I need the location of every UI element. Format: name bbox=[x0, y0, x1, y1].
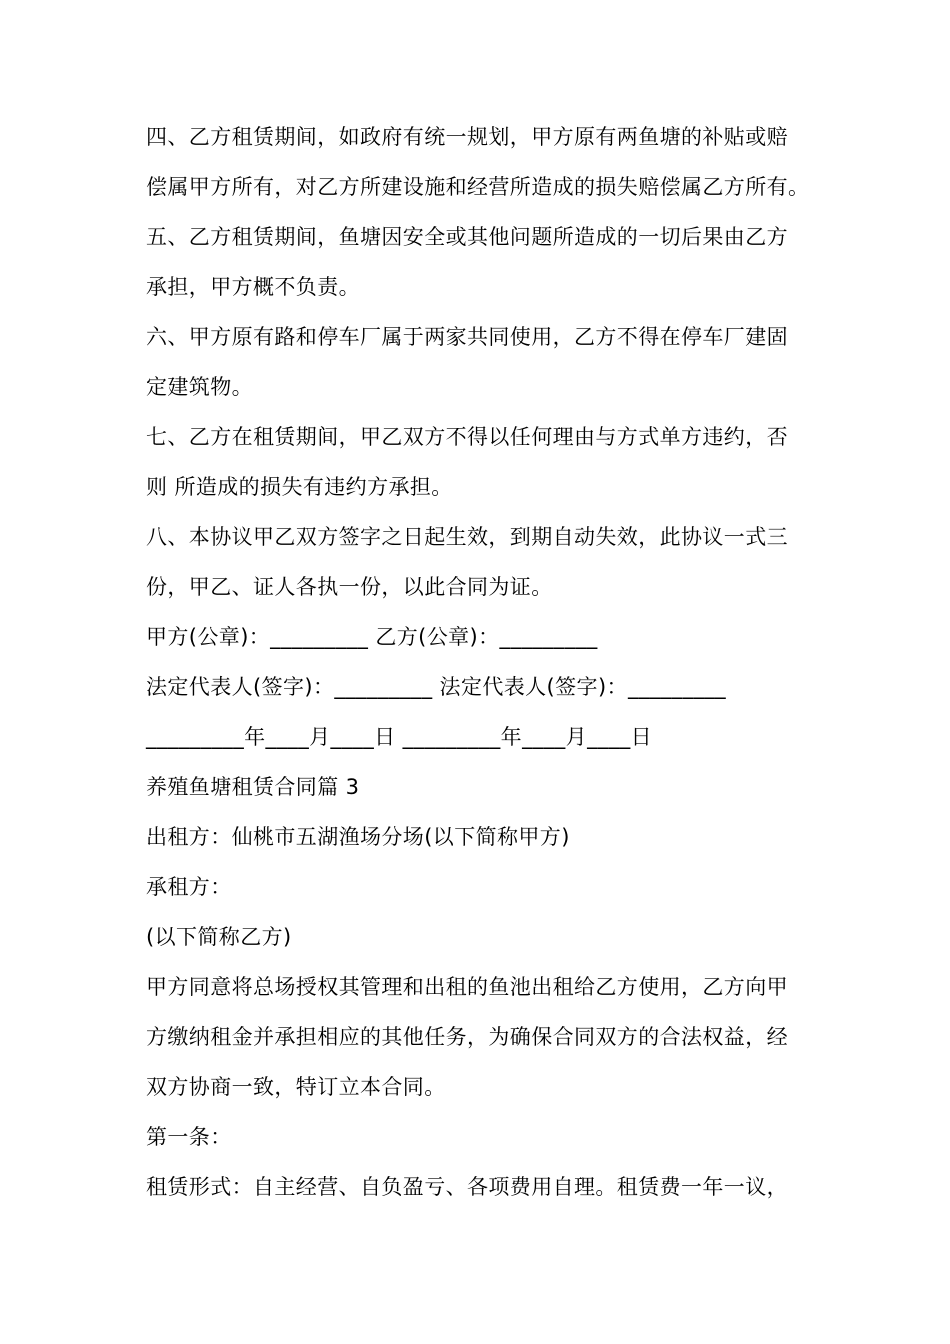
paragraph-line: 承担，甲方概不负责。 bbox=[146, 275, 360, 299]
paragraph-line: 则 所造成的损失有违约方承担。 bbox=[146, 475, 453, 499]
paragraph-line: 租赁形式：自主经营、自负盈亏、各项费用自理。租赁费一年一议， bbox=[146, 1175, 788, 1199]
paragraph-line: 六、甲方原有路和停车厂属于两家共同使用，乙方不得在停车厂建固 bbox=[146, 325, 788, 349]
article-heading: 第一条： bbox=[146, 1125, 232, 1149]
document-body bbox=[146, 112, 826, 1212]
paragraph-line: 方缴纳租金并承担相应的其他任务，为确保合同双方的合法权益，经 bbox=[146, 1025, 788, 1049]
paragraph-line: 偿属甲方所有，对乙方所建设施和经营所造成的损失赔偿属乙方所有。 bbox=[146, 175, 810, 199]
lessee-note: (以下简称乙方) bbox=[146, 925, 292, 949]
signature-line-date: _________年____月____日 _________年____月____日 bbox=[146, 725, 653, 749]
paragraph-line: 五、乙方租赁期间，鱼塘因安全或其他问题所造成的一切后果由乙方 bbox=[146, 225, 788, 249]
lessee-line: 承租方： bbox=[146, 875, 232, 899]
signature-line-party-seal: 甲方(公章)：_________ 乙方(公章)：_________ bbox=[146, 625, 598, 649]
lessor-line: 出租方：仙桃市五湖渔场分场(以下简称甲方) bbox=[146, 825, 570, 849]
paragraph-line: 四、乙方租赁期间，如政府有统一规划，甲方原有两鱼塘的补贴或赔 bbox=[146, 125, 788, 149]
signature-line-representative: 法定代表人(签字)：_________ 法定代表人(签字)：_________ bbox=[146, 675, 727, 699]
paragraph-line: 七、乙方在租赁期间，甲乙双方不得以任何理由与方式单方违约，否 bbox=[146, 425, 788, 449]
paragraph-line: 甲方同意将总场授权其管理和出租的鱼池出租给乙方使用，乙方向甲 bbox=[146, 975, 788, 999]
paragraph-line: 定建筑物。 bbox=[146, 375, 253, 399]
paragraph-line: 双方协商一致，特订立本合同。 bbox=[146, 1075, 446, 1099]
section-title: 养殖鱼塘租赁合同篇 3 bbox=[146, 775, 360, 799]
paragraph-line: 份，甲乙、证人各执一份，以此合同为证。 bbox=[146, 575, 553, 599]
paragraph-line: 八、本协议甲乙双方签字之日起生效，到期自动失效，此协议一式三 bbox=[146, 525, 788, 549]
